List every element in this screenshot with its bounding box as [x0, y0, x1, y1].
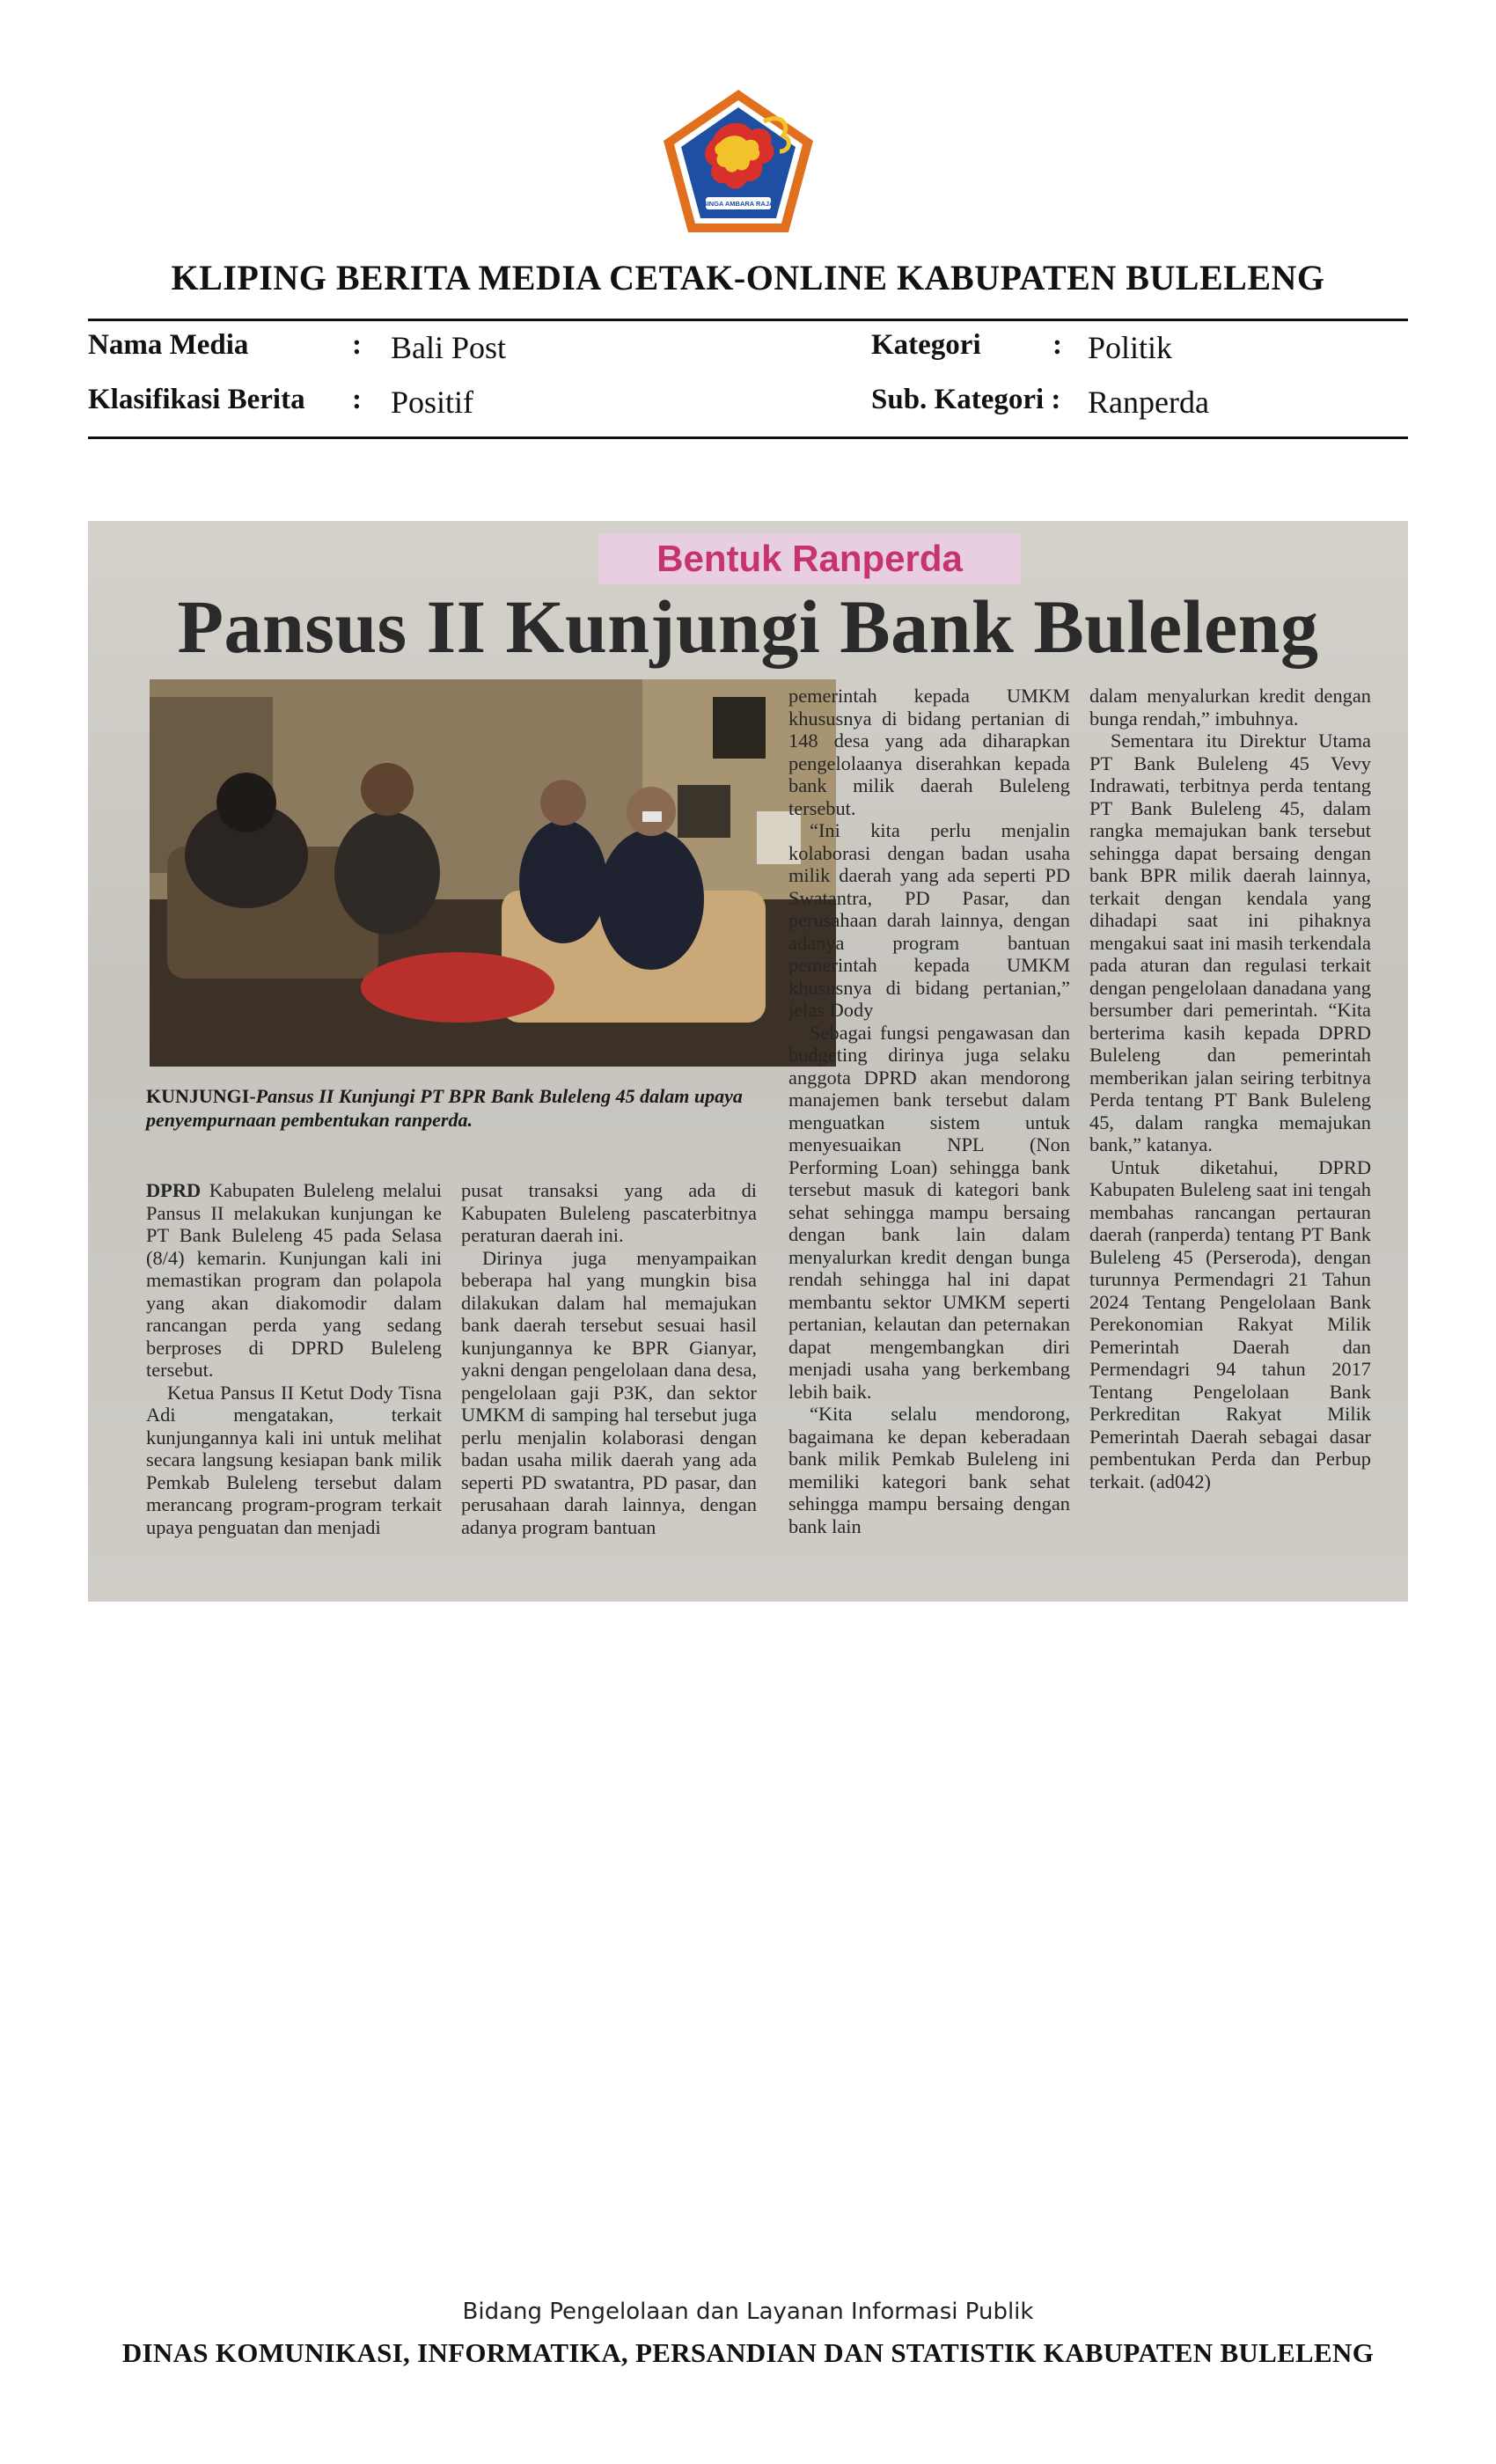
col1-paragraph-2: Ketua Pansus II Ketut Dody Tisna Adi mengatakan, terkait kunjungannya kali ini untuk melihat secara langsung kesiapan bank milik Pemkab Buleleng tersebut dalam merancang program-program terkait upaya penguatan dan menjadi: [146, 1381, 442, 1538]
col2-paragraph-2: Dirinya juga menyampaikan beberapa hal yang mungkin bisa dilakukan dalam hal memajukan bank daerah tersebut sesuai hasil kunjungannya ke BPR Gianyar, yakni dengan pengelolaan dana desa, pengelolaan gaji P3K, dan sektor UMKM di samping hal tersebut juga perlu menjalin kolaborasi dengan badan usaha milik daerah yang ada seperti PD swatantra, PD pasar, dan perusahaan darah lainnya, dengan adanya program bantuan: [461, 1246, 757, 1538]
kategori-colon: :: [1052, 329, 1062, 361]
col1-lead: DPRD: [146, 1179, 202, 1201]
sub-kategori-label: Sub. Kategori :: [871, 384, 1061, 415]
news-clipping: [88, 521, 1408, 1602]
regency-crest-logo: [658, 86, 818, 238]
col3-paragraph-2: “Ini kita perlu menjalin kolaborasi dengan badan usaha milik daerah yang ada seperti PD Swatantra, PD Pasar, dan perusahaan darah lainnya, dengan adanya program bantuan pemerintah kepada UMKM khususnya di bidang pertanian,” jelas Dody: [788, 819, 1070, 1021]
col4-paragraph-2: Sementara itu Direktur Utama PT Bank Buleleng 45 Vevy Indrawati, terbitnya perda tentang PT Bank Buleleng 45, dalam rangka memajukan bank tersebut sehingga dapat bersaing dengan bank BPR milik daerah lainnya, terkait dengan kendala yang dihadapi saat ini pihaknya mengakui saat ini masih terkendala pada aturan dan regulasi terkait dengan pengelolaan danadana yang bersumber dari pemerintah. “Kita berterima kasih kepada DPRD Buleleng dan pemerintah memberikan jalan seiring terbitnya Perda tentang PT Bank Buleleng 45, dalam rangka memajukan bank,” katanya.: [1089, 730, 1371, 1155]
nama-media-value: Bali Post: [391, 330, 507, 365]
klasifikasi-value: Positif: [391, 385, 474, 420]
header-top-rule: [88, 319, 1408, 321]
article-photo: [150, 679, 836, 1067]
article-column-1: [146, 1179, 442, 1538]
footer-division: Bidang Pengelolaan dan Layanan Informasi Publik: [462, 2299, 1034, 2325]
crest-motto: SINGA AMBARA RAJA: [702, 200, 774, 208]
klasifikasi-colon: :: [352, 384, 362, 415]
kategori-label: Kategori: [871, 329, 981, 361]
page-title: KLIPING BERITA MEDIA CETAK-ONLINE KABUPATEN BULELENG: [171, 258, 1325, 297]
col4-paragraph-3: Untuk diketahui, DPRD Kabupaten Buleleng saat ini tengah membahas rancangan pertauran daerah (ranperda) tentang PT Bank Buleleng 45 (Perseroda), dengan turunnya Permendagri 21 Tahun 2024 Tentang Pengelolaan Bank Perekonomian Rakyat Milik Pemerintah Daerah dan Permendagri 94 tahun 2017 Tentang Pengelolaan Bank Perkreditan Rakyat Milik Pemerintah Daerah sebagai dasar pembentukan Perda dan Perbup terkait. (ad042): [1089, 1155, 1371, 1492]
col1-paragraph-1: Kabupaten Buleleng melalui Pansus II melakukan kunjungan ke PT Bank Buleleng 45 pada Selasa (8/4) kemarin. Kunjungan kali ini memastikan program dan polapola yang akan diakomodir dalam rancangan perda yang sedang berproses di DPRD Buleleng tersebut.: [146, 1179, 442, 1381]
col4-paragraph-1: dalam menyalurkan kredit dengan bunga rendah,” imbuhnya.: [1089, 685, 1371, 730]
caption-text: Pansus II Kunjungi PT BPR Bank Buleleng 45 dalam upaya penyempurnaan pembentukan ranperda.: [146, 1085, 743, 1131]
article-column-4: [1089, 685, 1371, 1492]
kategori-value: Politik: [1088, 330, 1173, 365]
klasifikasi-label: Klasifikasi Berita: [88, 384, 305, 415]
col2-paragraph-1: pusat transaksi yang ada di Kabupaten Buleleng pascaterbitnya peraturan daerah ini.: [461, 1179, 757, 1246]
nama-media-colon: :: [352, 329, 362, 361]
nama-media-label: Nama Media: [88, 329, 249, 361]
meeting-photo-illustration: [150, 679, 836, 1067]
footer-agency: DINAS KOMUNIKASI, INFORMATIKA, PERSANDIAN DAN STATISTIK KABUPATEN BULELENG: [121, 2337, 1375, 2368]
photo-caption: [146, 1084, 815, 1132]
article-column-2: [461, 1179, 757, 1538]
crest-icon: [658, 86, 818, 238]
caption-kicker: KUNJUNGI-: [146, 1085, 256, 1107]
col3-paragraph-3: Sebagai fungsi pengawasan dan budgeting dirinya juga selaku anggota DPRD akan mendorong manajemen bank tersebut dalam menguatkan sistem untuk menyesuaikan NPL (Non Performing Loan) sehingga bank tersebut masuk di kategori bank sehat sehingga mampu bersaing dengan bank lain dalam menyalurkan kredit dengan bunga rendah sehingga hal ini dapat membantu sektor UMKM seperti pertanian, kelautan dan peternakan dapat mengembangkan diri menjadi usaha yang berkembang lebih baik.: [788, 1021, 1070, 1403]
header-bottom-rule: [88, 436, 1408, 439]
article-kicker: Bentuk Ranperda: [598, 533, 1021, 584]
col3-paragraph-1: pemerintah kepada UMKM khususnya di bidang pertanian di 148 desa yang ada diharapkan pengelolaanya diserahkan kepada bank milik daerah Buleleng tersebut.: [788, 685, 1070, 819]
col3-paragraph-4: “Kita selalu mendorong, bagaimana ke depan keberadaan bank milik Pemkab Buleleng ini memiliki kategori bank sehat sehingga mampu bersaing dengan bank lain: [788, 1403, 1070, 1537]
sub-kategori-value: Ranperda: [1088, 385, 1209, 420]
article-headline: Pansus II Kunjungi Bank Buleleng: [177, 584, 1319, 669]
article-column-3: [788, 685, 1070, 1537]
